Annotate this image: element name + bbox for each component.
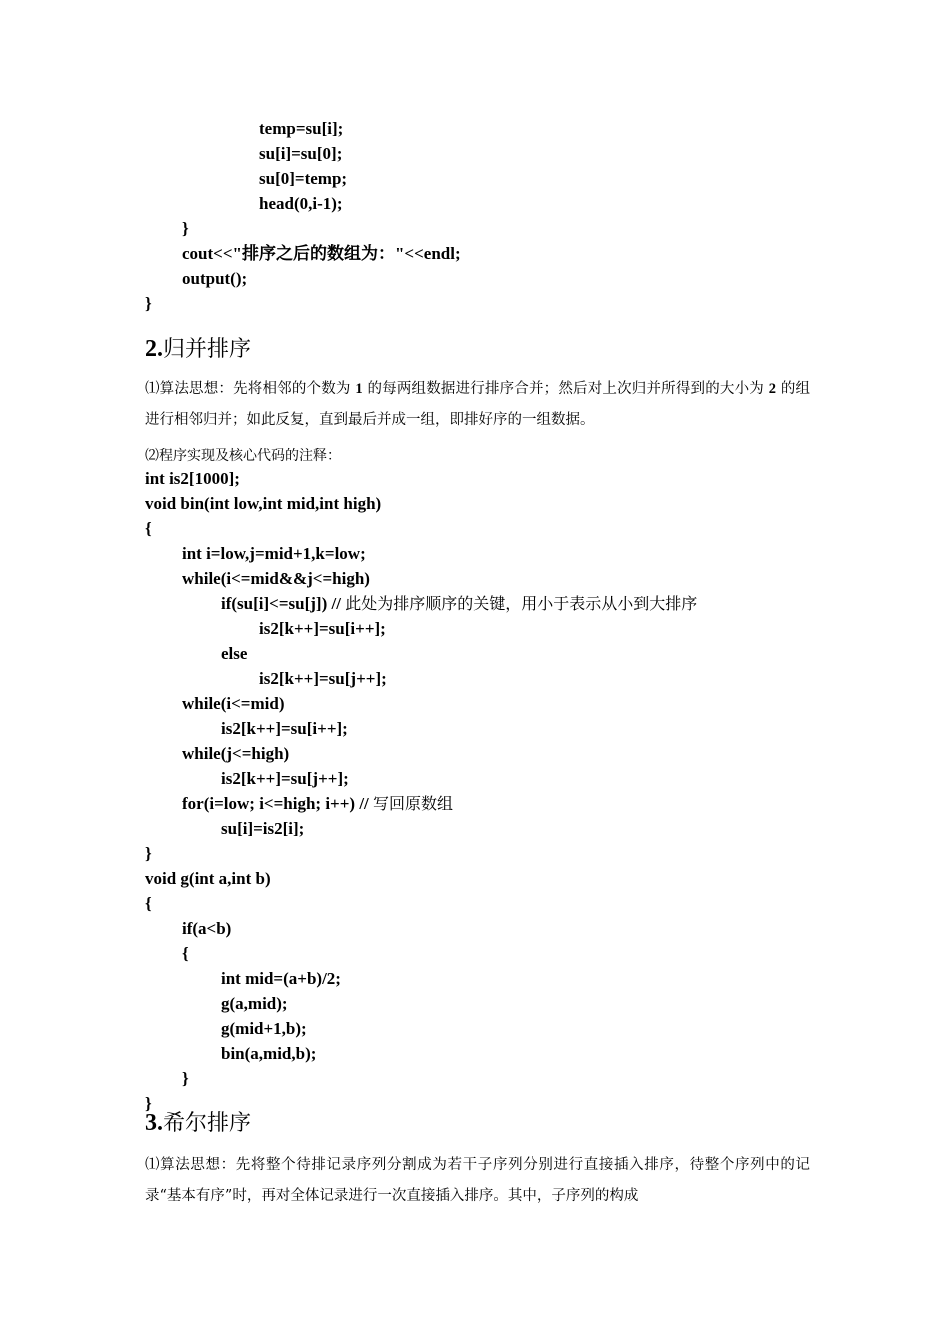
code-text: void g(int a,int b) (145, 869, 271, 888)
code-line (145, 566, 697, 591)
code-text: is2[k++]=su[i++]; (221, 719, 348, 738)
code-text: output(); (182, 269, 248, 288)
code-text: g(a,mid); (221, 994, 288, 1013)
code-comment: 写回原数组 (373, 794, 454, 813)
section-heading-merge-sort (145, 334, 251, 365)
code-line (145, 116, 461, 141)
code-text: su[i]=su[0]; (259, 144, 343, 163)
idea-text: 的组进行相邻归并；如此反复，直到最后并成一组，即排好序的一组数据。 (145, 381, 811, 428)
code-line (145, 916, 697, 941)
merge-sort-idea-paragraph (145, 374, 810, 436)
section-heading-shell-sort (145, 1108, 251, 1139)
code-line (145, 491, 697, 516)
code-text: { (145, 894, 152, 913)
code-line (145, 966, 697, 991)
code-line (145, 591, 697, 616)
code-text: bin(a,mid,b); (221, 1044, 317, 1063)
code-line (145, 241, 461, 266)
idea-text: ⑴算法思想：先将相邻的个数为 (145, 381, 356, 397)
code-line (145, 791, 697, 816)
code-text: void bin(int low,int mid,int high) (145, 494, 382, 513)
code-line (145, 866, 697, 891)
code-text: temp=su[i]; (259, 119, 344, 138)
code-text: } (145, 1094, 152, 1113)
code-line (145, 1016, 697, 1041)
code-text: int mid=(a+b)/2; (221, 969, 341, 988)
code-line (145, 741, 697, 766)
code-text: cout<<"排序之后的数组为："<<endl; (182, 244, 461, 263)
code-text: is2[k++]=su[j++]; (259, 669, 387, 688)
code-text: int i=low,j=mid+1,k=low; (182, 544, 366, 563)
code-text: is2[k++]=su[j++]; (221, 769, 349, 788)
code-line (145, 1041, 697, 1066)
code-line (145, 1066, 697, 1091)
code-line (145, 466, 697, 491)
code-text: } (182, 219, 189, 238)
code-line (145, 516, 697, 541)
code-line (145, 191, 461, 216)
code-line (145, 716, 697, 741)
code-line (145, 541, 697, 566)
code-text: if(a<b) (182, 919, 232, 938)
idea-number: 1 (355, 381, 363, 397)
code-text: is2[k++]=su[i++]; (259, 619, 386, 638)
code-text: for(i=low; i<=high; i++) // (182, 794, 374, 813)
code-line (145, 691, 697, 716)
section-title: 归并排序 (163, 337, 252, 362)
code-text: head(0,i-1); (259, 194, 343, 213)
idea-text: 的每两组数据进行排序合并；然后对上次归并所得到的大小为 (362, 381, 769, 397)
code-line (145, 291, 461, 316)
code-text: su[i]=is2[i]; (221, 819, 305, 838)
code-line (145, 816, 697, 841)
code-text: } (145, 844, 152, 863)
idea-number: 2 (768, 381, 777, 397)
code-line (145, 616, 697, 641)
code-line (145, 841, 697, 866)
code-line (145, 991, 697, 1016)
code-line (145, 641, 697, 666)
code-text: { (182, 944, 189, 963)
code-text: while(i<=mid&&j<=high) (182, 569, 370, 588)
code-text: while(i<=mid) (182, 694, 285, 713)
code-text: g(mid+1,b); (221, 1019, 307, 1038)
code-line (145, 891, 697, 916)
code-line (145, 666, 697, 691)
merge-sort-impl-label: ⑵程序实现及核心代码的注释： (145, 448, 341, 464)
section-number: 2. (145, 336, 163, 362)
section-title: 希尔排序 (163, 1111, 252, 1136)
code-line (145, 941, 697, 966)
code-text: } (145, 294, 152, 313)
code-comment: 此处为排序顺序的关键，用小于表示从小到大排序 (345, 594, 698, 613)
code-block-merge-sort (145, 466, 697, 1116)
code-text: su[0]=temp; (259, 169, 348, 188)
section-number: 3. (145, 1110, 163, 1136)
code-text: } (182, 1069, 189, 1088)
code-line (145, 141, 461, 166)
code-block-heap-sort-tail (145, 116, 461, 316)
code-line (145, 266, 461, 291)
code-text: { (145, 519, 152, 538)
code-line (145, 216, 461, 241)
code-text: else (221, 644, 248, 663)
code-line (145, 166, 461, 191)
code-line (145, 766, 697, 791)
code-text: if(su[i]<=su[j]) // (221, 594, 346, 613)
shell-sort-idea-paragraph: ⑴算法思想：先将整个待排记录序列分割成为若干子序列分别进行直接插入排序，待整个序列中的记录“基本有序”时，再对全体记录进行一次直接插入排序。其中，子序列的构成 (145, 1157, 810, 1204)
code-text: int is2[1000]; (145, 469, 240, 488)
code-text: while(j<=high) (182, 744, 290, 763)
